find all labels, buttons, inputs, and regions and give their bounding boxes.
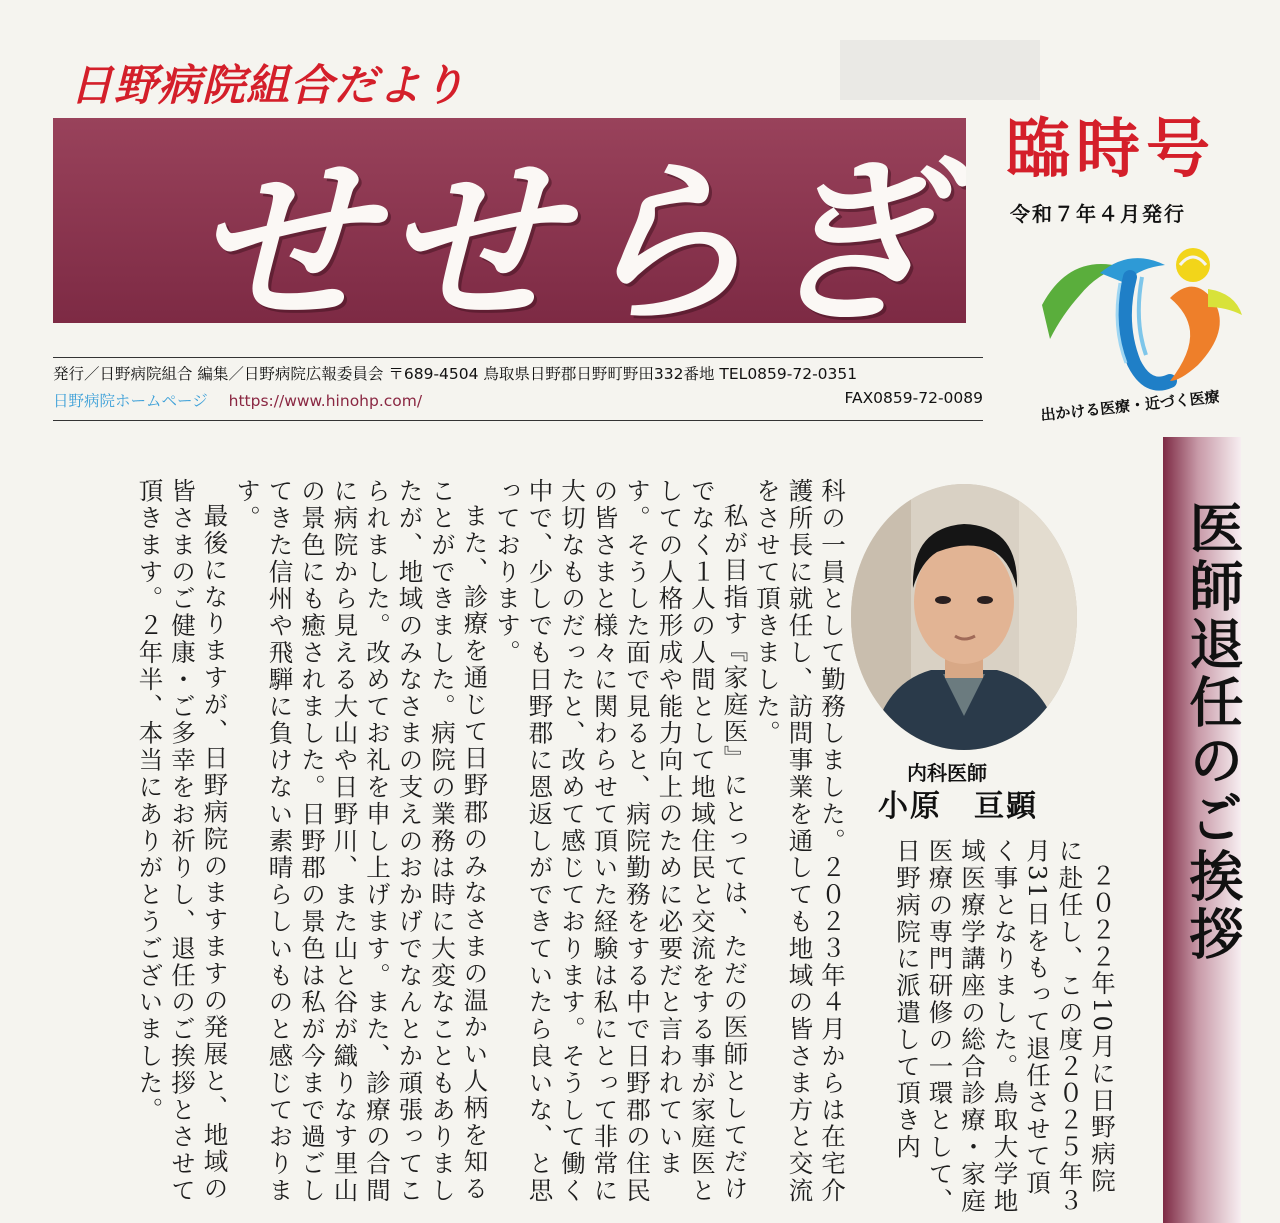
homepage-link[interactable]: https://www.hinohp.com/ bbox=[228, 392, 423, 410]
article-paragraph: 私が目指す『家庭医』にとっては、ただの医師としてだけでなく１人の人間として地域住民と交流をする事が家庭医としての人格形成や能力向上のために必要だと言われています。そうした面で見ると、病院勤務をする中で日野郡の住民の皆さまと様々に関わらせて頂いた経験は私にとって非常に大切なものだったと、改めて感じております。そうして働く中で、少しでも日野郡に恩返しができていたら良いな、と思っております。 bbox=[493, 478, 750, 1205]
info-rule-top bbox=[53, 357, 983, 358]
doctor-name: 小原 亘顕 bbox=[878, 789, 1038, 824]
bleed-through-band bbox=[840, 40, 1040, 100]
publisher-info: 発行／日野病院組合 編集／日野病院広報委員会 〒689-4504 鳥取県日野郡日野町野田332番地 TEL0859-72-0351 bbox=[53, 365, 858, 383]
info-rule-bottom bbox=[53, 420, 983, 421]
article-paragraph: 科の一員として勤務しました。２０２３年４月からは在宅介護所長に就任し、訪問事業を通しても地域の皆さま方と交流をさせて頂きました。 bbox=[753, 478, 847, 1205]
article-body bbox=[80, 478, 848, 1218]
issue-date: 令和７年４月発行 bbox=[1010, 202, 1186, 226]
doctor-photo bbox=[851, 484, 1077, 750]
hino-hospital-logo-icon bbox=[1030, 243, 1245, 393]
fax-number: FAX0859-72-0089 bbox=[844, 389, 983, 407]
doctor-role: 内科医師 bbox=[907, 761, 987, 785]
article-paragraph: また、診療を通じて日野郡のみなさまの温かい人柄を知ることができました。病院の業務は時に大変なこともありましたが、地域のみなさまの支えのおかげでなんとか頑張ってこられました。改めてお礼を申し上げます。また、診療の合間に病院から見える大山や日野川、また山と谷が織りなす里山の景色にも癒されました。日野郡の景色は私が今まで過ごしてきた信州や飛騨に負けない素晴らしいものと感じております。 bbox=[233, 478, 490, 1205]
newsletter-subtitle: 日野病院組合だより bbox=[70, 61, 466, 111]
article-heading: 医師退任のご挨拶 bbox=[1181, 500, 1245, 964]
doctor-portrait-icon bbox=[851, 484, 1077, 750]
issue-type: 臨時号 bbox=[1006, 112, 1216, 187]
title-banner bbox=[53, 118, 966, 323]
newsletter-title: せせらぎ bbox=[193, 138, 953, 323]
article-intro-column: ２０２２年10月に日野病院に赴任し、この度２０２５年３月31日をもって退任させて頂く事となりました。鳥取大学地域医療学講座の総合診療・家庭医療の専門研修の一環として、日野病院に派遣して頂き内 bbox=[893, 838, 1117, 1215]
homepage-info bbox=[53, 389, 983, 411]
logo-slogan: 出かける医療・近づく医療 bbox=[1039, 387, 1221, 425]
homepage-label: 日野病院ホームページ bbox=[53, 392, 208, 410]
article-paragraph: 最後になりますが、日野病院のますますの発展と、地域の皆さまのご健康・ご多幸をお祈りし、退任のご挨拶とさせて頂きます。２年半、本当にありがとうございました。 bbox=[135, 478, 230, 1205]
